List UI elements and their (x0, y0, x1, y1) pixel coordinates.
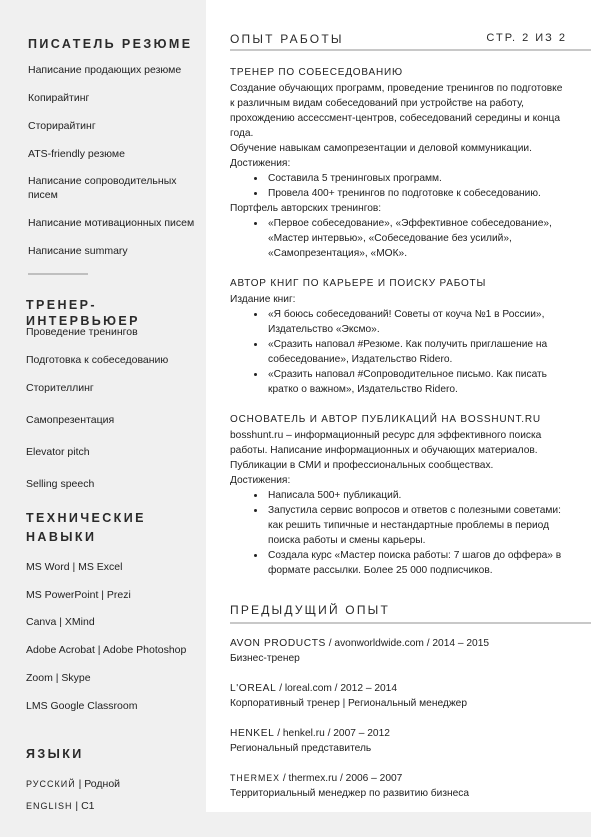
trainer-skill-item: Elevator pitch (26, 446, 90, 458)
previous-job-header (230, 636, 580, 651)
writer-skill-item: Написание summary (28, 245, 128, 257)
company-details: / thermex.ru / 2006 – 2007 (280, 773, 403, 784)
language-item (26, 777, 198, 791)
company-details: / henkel.ru / 2007 – 2012 (274, 728, 390, 739)
job-desc-text: bosshunt.ru – информационный ресурс для эффективного поиска работы. Написание информационных и обучающих материалов. Публикации в СМИ и профессиональных сообществах. (230, 430, 542, 471)
tech-skill-item: Adobe Acrobat | Adobe Photoshop (26, 644, 187, 656)
previous-job-role: Корпоративный тренер | Региональный менеджер (230, 698, 467, 709)
previous-job-role: Региональный представитель (230, 743, 372, 754)
job-desc-text: Обучение навыкам самопрезентации и деловой коммуникации. (230, 143, 532, 154)
achievement-item: • Запустила сервис вопросов и ответов с полезными советами: как решить типичные и нестандартные проблемы в период поиска работы и смены карьеры. (266, 503, 565, 548)
main-content (206, 0, 591, 837)
previous-job-header (230, 726, 580, 741)
previous-job-role: Бизнес-тренер (230, 653, 300, 664)
bottom-strip (206, 812, 591, 837)
section-rule (230, 622, 591, 624)
experience-section-title: ОПЫТ РАБОТЫ (230, 32, 344, 46)
job-description (230, 428, 565, 578)
achievement-item: • Создала курс «Мастер поиска работы: 7 шагов до оффера» в формате рассылки. Более 25 000 подписчиков. (266, 548, 565, 578)
job-title: АВТОР КНИГ ПО КАРЬЕРЕ И ПОИСКУ РАБОТЫ (230, 278, 487, 289)
job-desc-text: Создание обучающих программ, проведение тренингов по подготовке к различным видам собеседований при устройстве на работу, прохождению ассессмент-центров, собеседований середины и конца года. (230, 83, 563, 139)
company-name: AVON PRODUCTS (230, 638, 326, 649)
writer-skill-item: ATS-friendly резюме (28, 148, 125, 160)
tech-skill-item: Canva | XMind (26, 616, 95, 628)
trainer-skill-item: Самопрезентация (26, 414, 115, 426)
previous-job-header (230, 681, 580, 696)
portfolio-label: Портфель авторских тренингов: (230, 203, 382, 214)
writer-section-title: ПИСАТЕЛЬ РЕЗЮМЕ (28, 37, 193, 51)
writer-skill-item: Написание продающих резюме (28, 64, 182, 76)
tech-section-title: ТЕХНИЧЕСКИЕ (26, 511, 146, 525)
portfolio-item: • «Первое собеседование», «Эффективное собеседование», «Мастер интервью», «Собеседование без усилий», «Самопрезентация», «МОК». (266, 216, 565, 261)
trainer-skill-item: Selling speech (26, 478, 95, 490)
tech-section-title: НАВЫКИ (26, 530, 97, 544)
writer-skill-item: Написание сопроводительных писем (28, 175, 177, 201)
company-name: THERMEX (230, 773, 281, 783)
languages-section-title: ЯЗЫКИ (26, 747, 84, 761)
section-divider (28, 273, 88, 275)
books-label: Издание книг: (230, 294, 296, 305)
company-name: L'OREAL (230, 683, 277, 694)
tech-skill-item: Zoom | Skype (26, 672, 91, 684)
previous-job (230, 771, 580, 801)
previous-experience-title: ПРЕДЫДУЩИЙ ОПЫТ (230, 603, 391, 617)
achievements-list (230, 488, 565, 578)
books-list (230, 307, 565, 397)
previous-job (230, 681, 580, 711)
trainer-section-title: ТРЕНЕР-ИНТЕРВЬЮЕР (26, 298, 140, 328)
writer-skill-item: Написание мотивационных писем (28, 217, 195, 229)
book-item: • «Сразить наповал #Сопроводительное письмо. Как писать кратко о важном», Издательство Ridero. (266, 367, 565, 397)
job-description (230, 292, 565, 397)
writer-skill-item: Сторирайтинг (28, 120, 96, 132)
previous-job-header (230, 771, 580, 786)
achievement-item: • Провела 400+ тренингов по подготовке к собеседованию. (266, 186, 565, 201)
trainer-skill-item: Подготовка к собеседованию (26, 354, 169, 366)
company-details: / avonworldwide.com / 2014 – 2015 (325, 638, 490, 649)
previous-job (230, 726, 580, 756)
job-description (230, 81, 565, 261)
tech-skill-item: LMS Google Classroom (26, 700, 138, 712)
page-number: СТР. 2 ИЗ 2 (486, 32, 567, 44)
achievement-item: • Написала 500+ публикаций. (266, 488, 565, 503)
achievements-label: Достижения: (230, 475, 291, 486)
language-name: ENGLISH (26, 801, 73, 811)
language-name: РУССКИЙ (26, 779, 76, 789)
previous-job (230, 636, 580, 666)
company-name: HENKEL (230, 728, 275, 739)
book-item: • «Сразить наповал #Резюме. Как получить приглашение на собеседование», Издательство Ridero. (266, 337, 565, 367)
job-title: ОСНОВАТЕЛЬ И АВТОР ПУБЛИКАЦИЙ НА BOSSHUNT.RU (230, 414, 541, 425)
achievements-label: Достижения: (230, 158, 291, 169)
achievement-item: • Составила 5 тренинговых программ. (266, 171, 565, 186)
language-item (26, 799, 198, 813)
tech-skill-item: MS PowerPoint | Prezi (26, 589, 131, 601)
achievements-list (230, 171, 565, 201)
language-level: | Родной (75, 778, 121, 790)
sidebar (0, 0, 206, 837)
tech-skill-item: MS Word | MS Excel (26, 561, 123, 573)
previous-job-role: Территориальный менеджер по развитию бизнеса (230, 788, 470, 799)
company-details: / loreal.com / 2012 – 2014 (276, 683, 397, 694)
writer-skill-item: Копирайтинг (28, 92, 90, 104)
language-level: | C1 (72, 800, 95, 812)
portfolio-list (230, 216, 565, 261)
section-rule (230, 49, 591, 51)
job-title: ТРЕНЕР ПО СОБЕСЕДОВАНИЮ (230, 67, 403, 78)
trainer-skill-item: Сторителлинг (26, 382, 94, 394)
trainer-skill-item: Проведение тренингов (26, 326, 138, 338)
book-item: • «Я боюсь собеседований! Советы от коуча №1 в России», Издательство «Эксмо». (266, 307, 565, 337)
